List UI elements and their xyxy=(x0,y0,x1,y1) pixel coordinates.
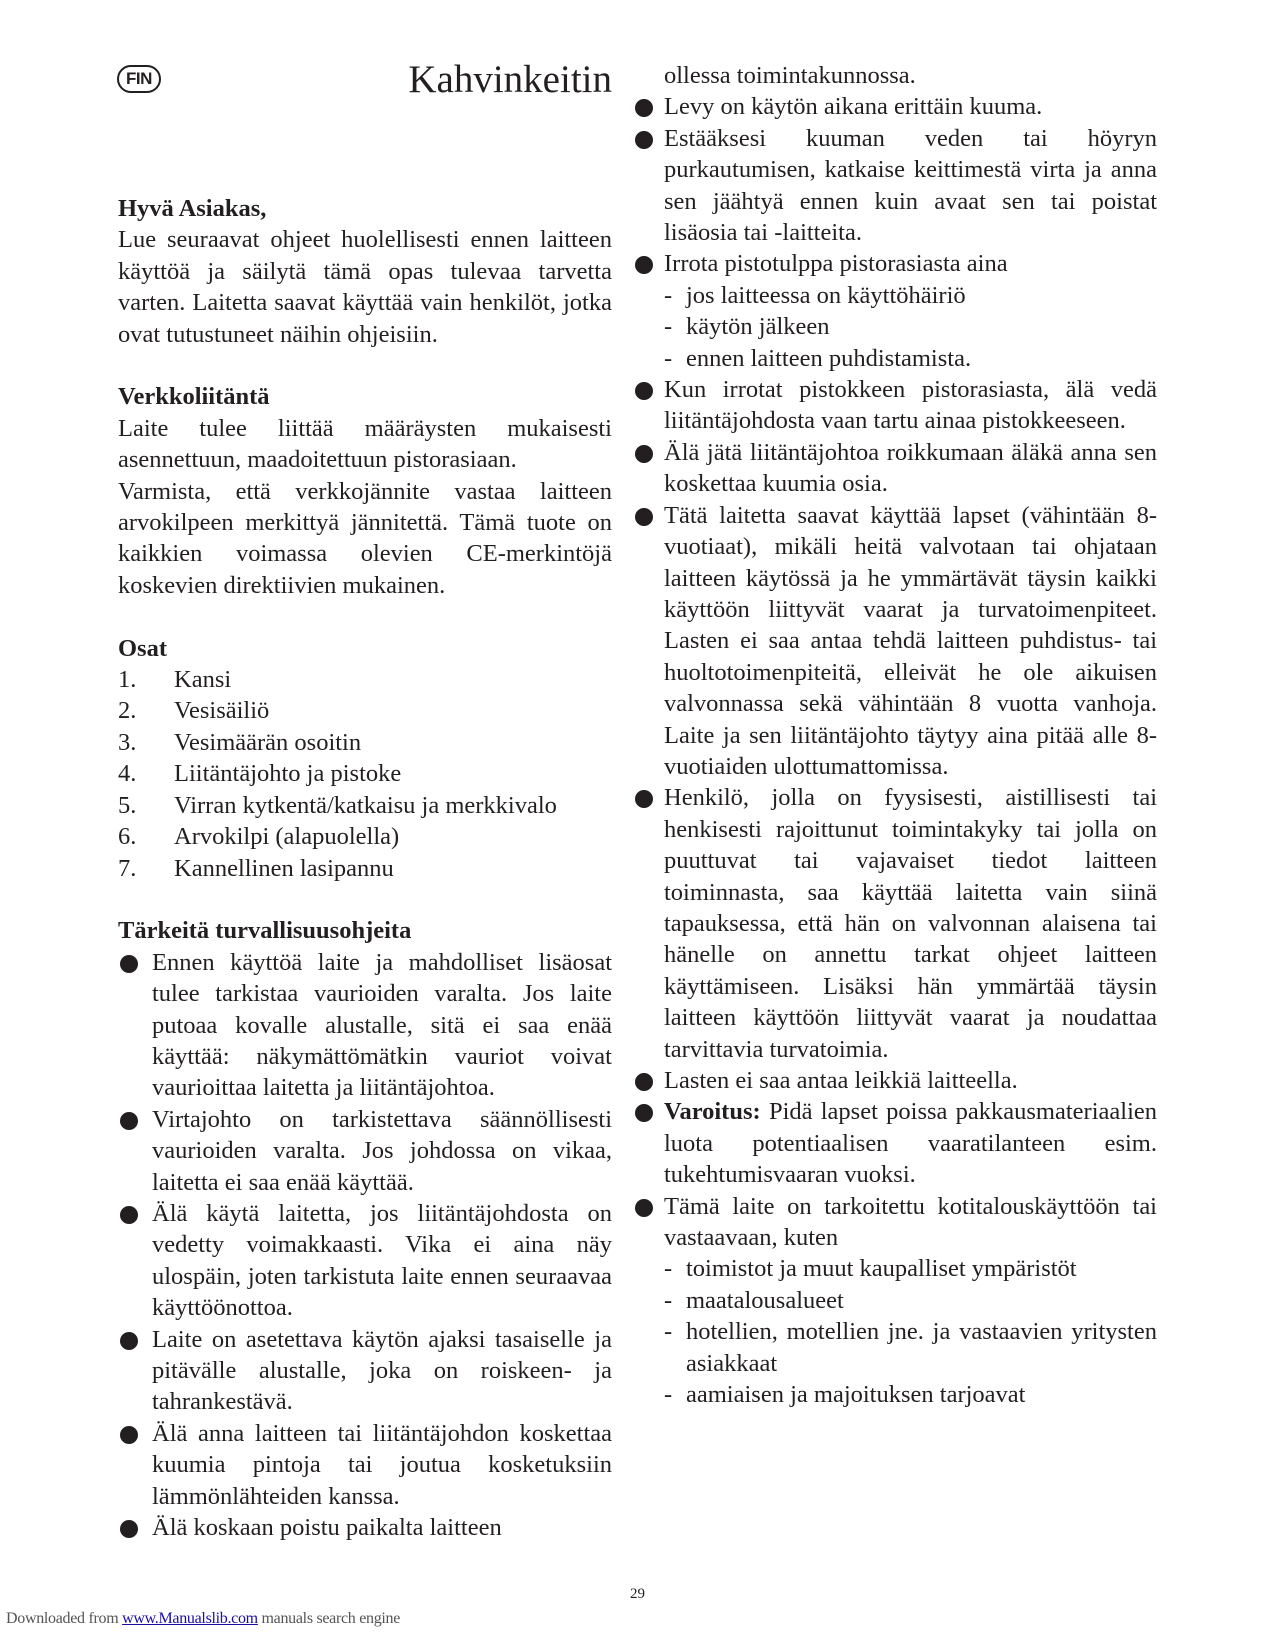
bullet-icon xyxy=(635,99,653,117)
list-item: - käytön jälkeen xyxy=(664,313,830,341)
page-title: Kahvinkeitin xyxy=(408,58,612,101)
list-item-text: Älä koskaan poistu paikalta laitteen xyxy=(152,1514,502,1542)
list-item-text: Kun irrotat pistokkeen pistorasiasta, älä vedä liitäntäjohdosta vaan tartu ainaa pistokkeeseen. xyxy=(664,376,1157,435)
unplug-cases-list xyxy=(664,280,1157,374)
part-label: Kannellinen lasipannu xyxy=(174,854,394,882)
list-item-text: maatalousalueet xyxy=(686,1286,844,1314)
list-item-text: ennen laitteen puhdistamista. xyxy=(686,344,972,372)
bullet-icon xyxy=(120,1520,138,1538)
manualslib-link[interactable]: www.Manualslib.com xyxy=(122,1610,258,1627)
list-item xyxy=(118,727,612,758)
list-item xyxy=(118,947,612,1104)
bullet-icon xyxy=(635,382,653,400)
list-item-text: Älä jätä liitäntäjohtoa roikkumaan äläkä anna sen koskettaa kuumia osia. xyxy=(664,438,1157,498)
parts-heading: Osat xyxy=(118,634,167,662)
household-uses-list xyxy=(664,1253,1157,1410)
bullet-icon xyxy=(635,1104,653,1122)
list-item xyxy=(118,790,612,821)
list-item xyxy=(118,1324,612,1418)
list-item xyxy=(664,248,1157,374)
bullet-icon xyxy=(635,508,653,526)
footer-prefix: Downloaded from xyxy=(6,1610,123,1627)
list-item: - maatalousalueet xyxy=(664,1286,844,1314)
list-item-text: käytön jälkeen xyxy=(686,313,830,341)
part-number: 2. xyxy=(118,697,137,725)
list-item-text: Tätä laitetta saavat käyttää lapset (vähintään 8-vuotiaat), mikäli heitä valvotaan tai ohjataan laitteen käytössä ja he ymmärtävät täysin kaikki käyttöön liittyvät vaarat ja turvatoimenpiteet. Lasten ei saa antaa tehdä laitteen puhdistus- tai huoltotoimenpiteitä, elleivät he ole aikuisen valvonnassa sekä vähintään 8 vuotta vanhoja. Laite ja sen liitäntäjohto täytyy aina pitää alle 8-vuotiaiden ulottumattomissa. xyxy=(664,501,1157,780)
list-item: - hotellien, motellien jne. ja vastaavien yritysten asiakkaat xyxy=(664,1318,1157,1377)
bullet-icon xyxy=(120,1426,138,1444)
list-item-text: aamiaisen ja majoituksen tarjoavat xyxy=(686,1381,1026,1409)
right-column xyxy=(664,60,1157,1410)
bullet-icon xyxy=(635,445,653,463)
bullet-icon xyxy=(635,256,653,274)
part-label: Virran kytkentä/katkaisu ja merkkivalo xyxy=(174,791,557,819)
list-item-text: hotellien, motellien jne. ja vastaavien yritysten asiakkaat xyxy=(686,1318,1157,1377)
safety-list-right xyxy=(664,91,1157,1410)
list-item-text: toimistot ja muut kaupalliset ympäristöt xyxy=(686,1255,1077,1283)
language-badge: FIN xyxy=(117,65,161,93)
part-number: 4. xyxy=(118,760,137,788)
list-item-text: Levy on käytön aikana erittäin kuuma. xyxy=(664,93,1043,121)
list-item-text: Irrota pistotulppa pistorasiasta aina xyxy=(664,250,1008,278)
part-label: Vesimäärän osoitin xyxy=(174,728,362,756)
list-item xyxy=(118,1198,612,1324)
list-item xyxy=(118,853,612,884)
part-number: 7. xyxy=(118,854,137,882)
greeting-text: Lue seuraavat ohjeet huolellisesti ennen laitteen käyttöä ja säilytä tämä opas tulevaa tarvetta varten. Laitetta saavat käyttää vain henkilöt, jotka ovat tutustuneet näihin ohjeisiin. xyxy=(118,226,612,348)
list-item xyxy=(664,91,1157,122)
bullet-icon xyxy=(120,1332,138,1350)
list-item xyxy=(118,1104,612,1198)
list-item-text: Ennen käyttöä laite ja mahdolliset lisäosat tulee tarkistaa vaurioiden varalta. Jos laite putoaa kovalle alustalle, sitä ei saa enää käyttää: näkymättömätkin vauriot voivat vaurioittaa laitetta ja liitäntäjohtoa. xyxy=(152,948,612,1102)
network-text-1: Laite tulee liittää määräysten mukaisesti asennettuun, maadoitettuun pistorasiaan. xyxy=(118,414,612,474)
bullet-icon xyxy=(120,1206,138,1224)
list-item xyxy=(664,500,1157,783)
list-item-text: Henkilö, jolla on fyysisesti, aistillisesti tai henkisesti rajoittunut toimintakyky tai jolla on puuttuvat tai vajavaiset tiedot laitteen toiminnasta, saa käyttää laitetta vain siinä tapauksessa, että hän on valvonnan alaisena tai hänelle on annettu tarkat ohjeet laitteen käyttämiseen. Lisäksi hän ymmärtää täysin laitteen käyttöön liittyvät vaarat ja noudattaa tarvittavia turvatoimia. xyxy=(664,784,1157,1063)
list-item xyxy=(118,664,612,695)
list-item xyxy=(664,123,1157,249)
list-item xyxy=(118,1512,612,1543)
left-column xyxy=(118,193,612,1543)
list-item xyxy=(118,758,612,789)
safety-list-left xyxy=(118,947,612,1544)
greeting-heading: Hyvä Asiakas, xyxy=(118,195,267,222)
network-heading: Verkkoliitäntä xyxy=(118,383,270,411)
list-item-text: jos laitteessa on käyttöhäiriö xyxy=(686,281,966,309)
safety-heading: Tärkeitä turvallisuusohjeita xyxy=(118,917,412,945)
part-label: Arvokilpi (alapuolella) xyxy=(174,823,400,851)
list-item-text: Lasten ei saa antaa leikkiä laitteella. xyxy=(664,1067,1018,1094)
list-item-text: Estääksesi kuuman veden tai höyryn purkautumisen, katkaise keittimestä virta ja anna sen jäähtyä ennen kuin avaat sen tai poistat lisäosia tai -laitteita. xyxy=(664,124,1157,247)
part-number: 6. xyxy=(118,823,137,851)
footer-suffix: manuals search engine xyxy=(257,1610,401,1627)
parts-list xyxy=(118,664,612,884)
part-label: Vesisäiliö xyxy=(174,697,270,725)
list-item xyxy=(664,782,1157,1065)
list-item: - jos laitteessa on käyttöhäiriö xyxy=(664,281,966,309)
bullet-icon xyxy=(635,131,653,149)
list-item: - ennen laitteen puhdistamista. xyxy=(664,344,972,372)
list-item xyxy=(118,1418,612,1512)
list-item xyxy=(664,437,1157,500)
list-item-text: Virtajohto on tarkistettava säännöllisesti vaurioiden varalta. Jos johdossa on vikaa, laitetta ei saa enää käyttää. xyxy=(152,1105,612,1196)
list-item-text: Älä käytä laitetta, jos liitäntäjohdosta on vedetty voimakkaasti. Vika ei aina näy ulospäin, joten tarkistuta laite ennen seuraavaa käyttöönottoa. xyxy=(152,1199,612,1322)
continued-text: ollessa toimintakunnossa. xyxy=(664,62,916,89)
list-item xyxy=(664,1096,1157,1190)
part-number: 3. xyxy=(118,728,137,756)
bullet-icon xyxy=(120,955,138,973)
list-item: - aamiaisen ja majoituksen tarjoavat xyxy=(664,1381,1026,1409)
list-item xyxy=(664,374,1157,437)
warning-label: Varoitus: xyxy=(664,1098,761,1126)
list-item xyxy=(118,695,612,726)
list-item-text: Älä anna laitteen tai liitäntäjohdon koskettaa kuumia pintoja tai joutua kosketuksiin lämmönlähteiden kanssa. xyxy=(152,1419,612,1510)
list-item-text: Laite on asetettava käytön ajaksi tasaiselle ja pitävälle alustalle, joka on roiskeen- ja tahrankestävä. xyxy=(152,1325,612,1416)
page-number: 29 xyxy=(630,1586,645,1602)
bullet-icon xyxy=(635,790,653,808)
part-number: 5. xyxy=(118,791,137,819)
list-item xyxy=(118,821,612,852)
part-label: Kansi xyxy=(174,666,232,694)
network-text-2: Varmista, että verkkojännite vastaa laitteen arvokilpeen merkittyä jännitettä. Tämä tuote on kaikkien voimassa olevien CE-merkintöjä koskevien direktiivien mukainen. xyxy=(118,477,612,599)
list-item: - toimistot ja muut kaupalliset ympäristöt xyxy=(664,1255,1077,1283)
bullet-icon xyxy=(635,1199,653,1217)
part-number: 1. xyxy=(118,666,137,694)
warning-text: Pidä lapset poissa pakkausmateriaalien luota potentiaalisen vaaratilanteen esim. tukehtumisvaaran vuoksi. xyxy=(664,1098,1158,1189)
list-item xyxy=(664,1191,1157,1411)
download-footer xyxy=(6,1610,400,1628)
list-item-text: Tämä laite on tarkoitettu kotitalouskäyttöön tai vastaavaan, kuten xyxy=(664,1192,1157,1252)
bullet-icon xyxy=(635,1073,653,1091)
bullet-icon xyxy=(120,1112,138,1130)
list-item xyxy=(664,1065,1157,1096)
part-label: Liitäntäjohto ja pistoke xyxy=(174,760,402,788)
